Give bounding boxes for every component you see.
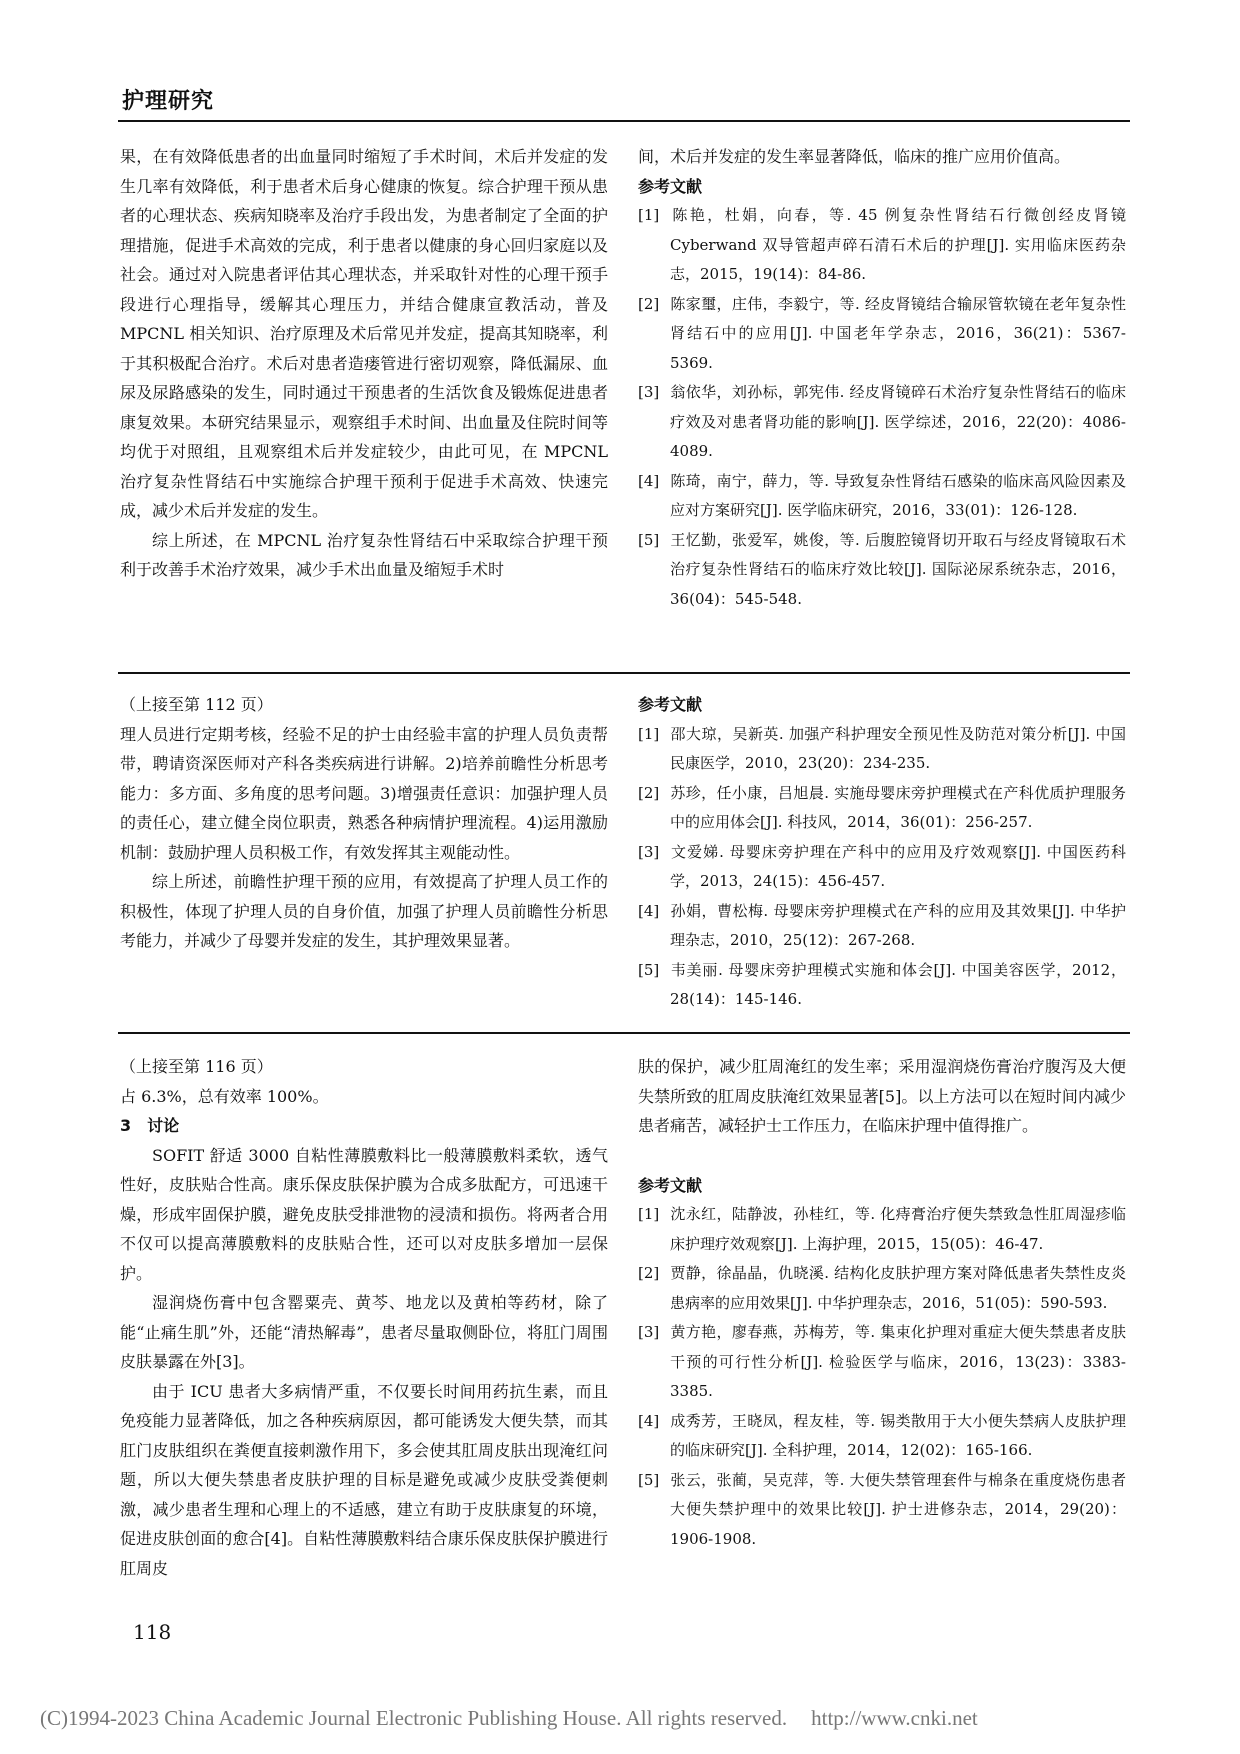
section1-left-column: [120, 142, 608, 585]
body-paragraph: 间，术后并发症的发生率显著降低，临床的推广应用价值高。: [638, 147, 1071, 166]
reference-item: [4] 孙娟，曹松梅. 母婴床旁护理模式在产科的应用及其效果[J]. 中华护理杂志，2010，25(12)：267-268.: [638, 901, 1126, 949]
section3-left-column: [120, 1052, 608, 1583]
spacer: [638, 1141, 1126, 1171]
reference-item: [3] 翁依华，刘孙标，郭宪伟. 经皮肾镜碎石术治疗复杂性肾结石的临床疗效及对患者肾功能的影响[J]. 医学综述，2016，22(20)：4086-4089.: [638, 383, 1126, 460]
section3-right-column: [638, 1052, 1126, 1554]
section-divider: [118, 672, 1130, 674]
body-paragraph: 湿润烧伤膏中包含罂粟壳、黄芩、地龙以及黄柏等药材，除了能“止痛生肌”外，还能“清热解毒”，患者尽量取侧卧位，将肛门周围皮肤暴露在外[3]。: [120, 1293, 608, 1371]
body-paragraph: 综上所述，在 MPCNL 治疗复杂性肾结石中采取综合护理干预利于改善手术治疗效果，减少手术出血量及缩短手术时: [120, 530, 608, 579]
section2-right-column: [638, 690, 1126, 1015]
reference-item: [3] 黄方艳，廖春燕，苏梅芳，等. 集束化护理对重症大便失禁患者皮肤干预的可行性分析[J]. 检验医学与临床，2016，13(23)：3383-3385.: [638, 1323, 1126, 1400]
reference-item: [5] 张云，张蔺，吴克萍，等. 大便失禁管理套件与棉条在重度烧伤患者大便失禁护理中的效果比较[J]. 护士进修杂志，2014，29(20)：1906-1908.: [638, 1470, 1126, 1548]
copyright-text: (C)1994-2023 China Academic Journal Electronic Publishing House. All rights reserved.: [40, 1706, 788, 1730]
reference-item: [4] 成秀芳，王晓凤，程友桂，等. 锡类散用于大小便失禁病人皮肤护理的临床研究[J]. 全科护理，2014，12(02)：165-166.: [638, 1411, 1126, 1459]
reference-item: [5] 韦美丽. 母婴床旁护理模式实施和体会[J]. 中国美容医学，2012，28(14)：145-146.: [638, 960, 1126, 1008]
body-paragraph: SOFIT 舒适 3000 自粘性薄膜敷料比一般薄膜敷料柔软，透气性好，皮肤贴合性高。康乐保皮肤保护膜为合成多肽配方，可迅速干燥，形成牢固保护膜，避免皮肤受排泄物的浸渍和损伤。将两者合用不仅可以提高薄膜敷料的皮肤贴合性，还可以对皮肤多增加一层保护。: [120, 1145, 608, 1283]
body-paragraph: 综上所述，前瞻性护理干预的应用，有效提高了护理人员工作的积极性，体现了护理人员的自身价值，加强了护理人员前瞻性分析思考能力，并减少了母婴并发症的发生，其护理效果显著。: [120, 872, 608, 950]
reference-item: [1] 邵大琼，吴新英. 加强产科护理安全预见性及防范对策分析[J]. 中国民康医学，2010，23(20)：234-235.: [638, 724, 1126, 772]
header-rule: [118, 120, 1130, 122]
continued-note: （上接至第 112 页）: [120, 695, 273, 714]
section2-left-column: [120, 690, 608, 956]
body-paragraph: 肤的保护，减少肛周淹红的发生率；采用湿润烧伤膏治疗腹泻及大便失禁所致的肛周皮肤淹红效果显著[5]。以上方法可以在短时间内减少患者痛苦，减轻护士工作压力，在临床护理中值得推广。: [638, 1057, 1126, 1135]
section-heading: 3 讨论: [120, 1116, 180, 1135]
page-number: 118: [133, 1620, 172, 1644]
body-paragraph: 果，在有效降低患者的出血量同时缩短了手术时间，术后并发症的发生几率有效降低，利于患者术后身心健康的恢复。综合护理干预从患者的心理状态、疾病知晓率及治疗手段出发，为患者制定了全面的护理措施，促进手术高效的完成，利于患者以健康的身心回归家庭以及社会。通过对入院患者评估其心理状态，并采取针对性的心理干预手段进行心理指导，缓解其心理压力，并结合健康宣教活动，普及 MPCNL 相关知识、治疗原理及术后常见并发症，提高其知晓率，利于其积极配合治疗。术后对患者造瘘管进行密切观察，降低漏尿、血尿及尿路感染的发生，同时通过干预患者的生活饮食及锻炼促进患者康复效果。本研究结果显示，观察组手术时间、出血量及住院时间等均优于对照组，且观察组术后并发症较少，由此可见，在 MPCNL 治疗复杂性肾结石中实施综合护理干预利于促进手术高效、快速完成，减少术后并发症的发生。: [120, 147, 608, 520]
reference-item: [2] 陈家璽，庄伟，李毅宁，等. 经皮肾镜结合输尿管软镜在老年复杂性肾结石中的应用[J]. 中国老年学杂志，2016，36(21)：5367-5369.: [638, 294, 1126, 372]
body-paragraph: 理人员进行定期考核，经验不足的护士由经验丰富的护理人员负责帮带，聘请资深医师对产科各类疾病进行讲解。2)培养前瞻性分析思考能力：多方面、多角度的思考问题。3)增强责任意识：加强护理人员的责任心，建立健全岗位职责，熟悉各种病情护理流程。4)运用激励机制：鼓励护理人员积极工作，有效发挥其主观能动性。: [120, 724, 608, 862]
reference-item: [2] 苏珍，任小康，吕旭晨. 实施母婴床旁护理模式在产科优质护理服务中的应用体会[J]. 科技风，2014，36(01)：256-257.: [638, 783, 1126, 831]
journal-title: 护理研究: [122, 89, 215, 114]
reference-item: [2] 贾静，徐晶晶，仇晓溪. 结构化皮肤护理方案对降低患者失禁性皮炎患病率的应用效果[J]. 中华护理杂志，2016，51(05)：590-593.: [638, 1264, 1126, 1312]
body-paragraph: 占 6.3%，总有效率 100%。: [120, 1086, 329, 1106]
section1-right-column: [638, 142, 1126, 614]
footer-url[interactable]: http://www.cnki.net: [811, 1706, 978, 1730]
body-paragraph: 由于 ICU 患者大多病情严重，不仅要长时间用药抗生素，而且免疫能力显著降低，加之各种疾病原因，都可能诱发大便失禁，而其肛门皮肤组织在粪便直接刺激作用下，多会使其肛周皮肤出现淹红问题，所以大便失禁患者皮肤护理的目标是避免或减少皮肤受粪便刺激，减少患者生理和心理上的不适感，建立有助于皮肤康复的环境，促进皮肤创面的愈合[4]。自粘性薄膜敷料结合康乐保皮肤保护膜进行肛周皮: [120, 1381, 608, 1578]
reference-item: [1] 陈艳，杜娟，向春，等. 45 例复杂性肾结石行微创经皮肾镜 Cyberwand 双导管超声碎石清石术后的护理[J]. 实用临床医药杂志，2015，19(14)：84-86.: [638, 206, 1126, 283]
references-title: 参考文献: [638, 176, 703, 196]
reference-item: [1] 沈永红，陆静波，孙桂红，等. 化痔膏治疗便失禁致急性肛周湿疹临床护理疗效观察[J]. 上海护理，2015，15(05)：46-47.: [638, 1205, 1126, 1253]
references-title: 参考文献: [638, 695, 703, 714]
reference-item: [5] 王忆勤，张爱军，姚俊，等. 后腹腔镜肾切开取石与经皮肾镜取石术治疗复杂性肾结石的临床疗效比较[J]. 国际泌尿系统杂志，2016，36(04)：545-548.: [638, 530, 1126, 608]
references-title: 参考文献: [638, 1175, 703, 1195]
reference-item: [4] 陈琦，南宁，薛力，等. 导致复杂性肾结石感染的临床高风险因素及应对方案研究[J]. 医学临床研究，2016，33(01)：126-128.: [638, 471, 1126, 519]
reference-item: [3] 文爱娣. 母婴床旁护理在产科中的应用及疗效观察[J]. 中国医药科学，2013，24(15)：456-457.: [638, 842, 1126, 890]
copyright-notice: [40, 1706, 1220, 1731]
section-divider: [118, 1032, 1130, 1034]
continued-note: （上接至第 116 页）: [120, 1057, 273, 1076]
